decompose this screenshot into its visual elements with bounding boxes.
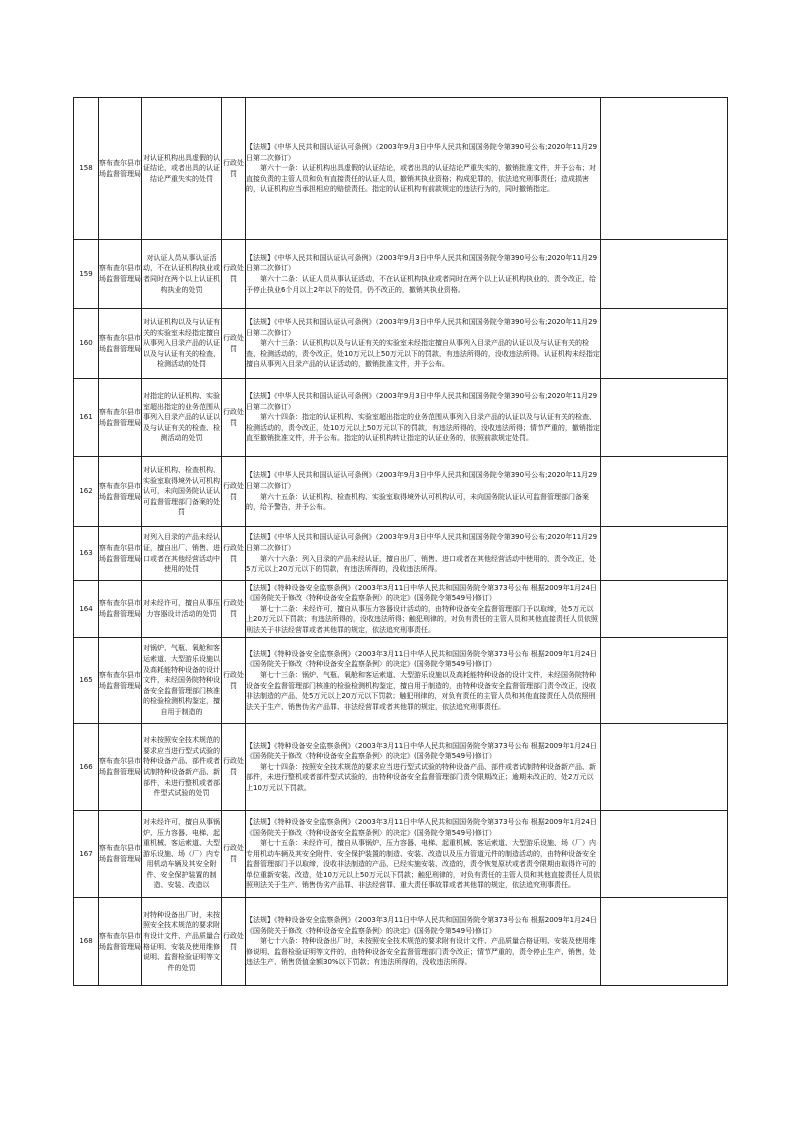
table-row — [74, 811, 728, 898]
table-body — [74, 98, 728, 986]
power-type-cell: 行政处罚 — [222, 457, 246, 527]
remarks-cell — [601, 638, 728, 724]
power-type-cell: 行政处罚 — [222, 309, 246, 379]
department-cell: 察布查尔县市场监督管理局 — [99, 581, 142, 638]
law-article: 第六十五条：认证机构、检查机构、实验室取得境外认可机构认可，未向国务院认证认可监督管理部门备案的，给予警告，并予公布。 — [246, 492, 589, 512]
law-article: 第六十四条：指定的认证机构、实验室超出指定的业务范围从事列入目录产品的认证以及与认证有关的检查、检测活动的，责令改正，处10万元以上50万元以下的罚款，有违法所得的，没收违法所得；情节严重的，撤销指定直至撤销批准文件，并予公布。指定的认证机构转让指定的认证业务的，依照前款规定处罚。 — [246, 413, 600, 443]
row-number: 161 — [74, 379, 99, 457]
department-cell: 察布查尔县市场监督管理局 — [99, 309, 142, 379]
legal-basis-cell — [246, 724, 601, 811]
table-row — [74, 527, 728, 581]
row-number: 167 — [74, 811, 99, 898]
law-article: 第六十二条：认证人员从事认证活动，不在认证机构执业或者同时在两个以上认证机构执业的，责令改正，给予停止执业6个月以上2年以下的处罚，仍不改正的，撤销其执业资格。 — [246, 275, 596, 294]
item-name-cell: 对列入目录的产品未经认证，擅自出厂、销售、进口或者在其他经营活动中使用的处罚 — [142, 527, 222, 581]
power-type-cell: 行政处罚 — [222, 638, 246, 724]
law-article: 第六十一条：认证机构出具虚假的认证结论，或者出具的认证结论严重失实的，撤销批准文件，并予公布；对直接负责的主管人员和负有直接责任的认证人员，撤销其执业资格；构成犯罪的，依法追究刑事责任；造成损害的，认证机构应当承担相应的赔偿责任。指定的认证机构有前款规定的违法行为的，同时撤销指定。 — [246, 164, 596, 194]
power-list-table — [73, 97, 728, 986]
table-row — [74, 98, 728, 240]
department-cell: 察布查尔县市场监督管理局 — [99, 811, 142, 898]
item-name-cell: 对认证机构以及与认证有关的实验室未经指定擅自从事列入目录产品的认证以及与认证有关的检查、检测活动的处罚 — [142, 309, 222, 379]
item-name-cell: 对认证机构、检查机构、实验室取得境外认可机构认可，未向国务院认证认可监督管理部门备案的处罚 — [142, 457, 222, 527]
law-article: 第六十六条：列入目录的产品未经认证，擅自出厂、销售、进口或者在其他经营活动中使用的，责令改正，处5万元以上20万元以下的罚款，有违法所得的，没收违法所得。 — [246, 554, 596, 574]
power-type-cell: 行政处罚 — [222, 724, 246, 811]
remarks-cell — [601, 457, 728, 527]
power-type-cell: 行政处罚 — [222, 811, 246, 898]
legal-basis-cell — [246, 581, 601, 638]
row-number: 160 — [74, 309, 99, 379]
item-name-cell: 对认证人员从事认证活动，不在认证机构执业或者同时在两个以上认证机构执业的处罚 — [142, 240, 222, 309]
remarks-cell — [601, 240, 728, 309]
remarks-cell — [601, 98, 728, 240]
remarks-cell — [601, 811, 728, 898]
department-cell: 察布查尔县市场监督管理局 — [99, 457, 142, 527]
power-type-cell: 行政处罚 — [222, 379, 246, 457]
law-source: 【法规】《中华人民共和国认证认可条例》（2003年9月3日中华人民共和国国务院令第390号公布;2020年11月29日第二次修订） — [246, 471, 598, 490]
legal-basis-cell — [246, 638, 601, 724]
table-row — [74, 581, 728, 638]
item-name-cell: 对未经许可，擅自从事压力容器设计活动的处罚 — [142, 581, 222, 638]
law-source: 【法规】《特种设备安全监察条例》（2003年3月11日中华人民共和国国务院令第373号公布 根据2009年1月24日《国务院关于修改〈特种设备安全监察条例〉的决定》(国务院令第549号)修订） — [246, 916, 597, 935]
row-number: 165 — [74, 638, 99, 724]
row-number: 162 — [74, 457, 99, 527]
row-number: 164 — [74, 581, 99, 638]
power-type-cell: 行政处罚 — [222, 527, 246, 581]
legal-basis-cell — [246, 309, 601, 379]
law-source: 【法规】《中华人民共和国认证认可条例》（2003年9月3日中华人民共和国国务院令第390号公布;2020年11月29日第二次修订） — [246, 253, 598, 273]
table-row — [74, 457, 728, 527]
department-cell: 察布查尔县市场监督管理局 — [99, 527, 142, 581]
law-source: 【法规】《特种设备安全监察条例》（2003年3月11日中华人民共和国国务院令第373号公布 根据2009年1月24日《国务院关于修改〈特种设备安全监察条例〉的决定》(国务院令第549号)修订） — [246, 583, 597, 603]
table-row — [74, 898, 728, 986]
legal-basis-cell — [246, 379, 601, 457]
item-name-cell: 对未经许可，擅自从事锅炉、压力容器、电梯、起重机械、客运索道、大型游乐设施、场（厂）内专用机动车辆及其安全附件、安全保护装置的制造、安装、改造以 — [142, 811, 222, 898]
legal-basis-cell — [246, 811, 601, 898]
law-source: 【法规】《中华人民共和国认证认可条例》（2003年9月3日中华人民共和国国务院令第390号公布;2020年11月29日第二次修订） — [246, 392, 598, 411]
remarks-cell — [601, 581, 728, 638]
law-source: 【法规】《中华人民共和国认证认可条例》（2003年9月3日中华人民共和国国务院令第390号公布;2020年11月29日第二次修订） — [246, 143, 598, 162]
item-name-cell: 对未按照安全技术规范的要求应当进行型式试验的特种设备产品、部件或者试制特种设备新产品、新部件，未进行整机或者部件型式试验的处罚 — [142, 724, 222, 811]
row-number: 163 — [74, 527, 99, 581]
department-cell: 察布查尔县市场监督管理局 — [99, 638, 142, 724]
law-source: 【法规】《特种设备安全监察条例》（2003年3月11日中华人民共和国国务院令第373号公布 根据2009年1月24日《国务院关于修改〈特种设备安全监察条例〉的决定》(国务院令第549号)修订） — [246, 817, 597, 837]
law-article: 第七十三条：锅炉、气瓶、氧舱和客运索道、大型游乐设施以及高耗能特种设备的设计文件，未经国务院特种设备安全监督管理部门核准的检验检测机构鉴定，擅自用于制造的，由特种设备安全监督管理部门责令改正，没收非法制造的产品，处5万元以上20万元以下罚款；触犯刑律的，对负有责任的主管人员和其他直接责任人员依照刑法关于生产、销售伪劣产品罪、非法经营罪或者其他罪的规定，依法追究刑事责任。 — [246, 670, 596, 711]
department-cell: 察布查尔县市场监督管理局 — [99, 98, 142, 240]
table-row — [74, 724, 728, 811]
table-row — [74, 638, 728, 724]
item-name-cell: 对指定的认证机构、实验室超出指定的业务范围从事列入目录产品的认证以及与认证有关的检查、检测活动的处罚 — [142, 379, 222, 457]
law-article: 第七十二条：未经许可，擅自从事压力容器设计活动的，由特种设备安全监督管理部门予以取缔，处5万元以上20万元以下罚款；有违法所得的，没收违法所得；触犯刑律的，对负有责任的主管人员和其他直接责任人员依照刑法关于非法经营罪或者其他罪的规定，依法追究刑事责任。 — [246, 604, 598, 634]
department-cell: 察布查尔县市场监督管理局 — [99, 379, 142, 457]
legal-basis-cell — [246, 240, 601, 309]
legal-basis-cell — [246, 457, 601, 527]
item-name-cell: 对特种设备出厂时，未按照安全技术规范的要求附有设计文件、产品质量合格证明、安装及使用维修说明、监督检验证明等文件的处罚 — [142, 898, 222, 986]
table-row — [74, 309, 728, 379]
power-type-cell: 行政处罚 — [222, 240, 246, 309]
department-cell: 察布查尔县市场监督管理局 — [99, 898, 142, 986]
table-row — [74, 379, 728, 457]
item-name-cell: 对锅炉、气瓶、氧舱和客运索道、大型游乐设施以及高耗能特种设备的设计文件，未经国务院特种设备安全监督管理部门核准的检验检测机构鉴定，擅自用于制造的 — [142, 638, 222, 724]
row-number: 168 — [74, 898, 99, 986]
law-article: 第六十三条：认证机构以及与认证有关的实验室未经指定擅自从事列入目录产品的认证以及与认证有关的检查、检测活动的，责令改正，处10万元以上50万元以下的罚款，有违法所得的，没收违法所得。认证机构未经指定擅自从事列入目录产品的认证活动的，撤销批准文件，并予公布。 — [246, 339, 600, 369]
legal-basis-cell — [246, 527, 601, 581]
power-type-cell: 行政处罚 — [222, 898, 246, 986]
item-name-cell: 对认证机构出具虚假的认证结论，或者出具的认证结论严重失实的处罚 — [142, 98, 222, 240]
row-number: 158 — [74, 98, 99, 240]
row-number: 166 — [74, 724, 99, 811]
law-article: 第七十六条：特种设备出厂时，未按照安全技术规范的要求附有设计文件、产品质量合格证明、安装及使用维修说明、监督检验证明等文件的，由特种设备安全监督管理部门责令改正；情节严重的，责令停止生产、销售，处违法生产、销售货值金额30%以下罚款；有违法所得的，没收违法所得。 — [246, 937, 596, 967]
legal-basis-cell — [246, 98, 601, 240]
table-row — [74, 240, 728, 309]
law-source: 【法规】《中华人民共和国认证认可条例》（2003年9月3日中华人民共和国国务院令第390号公布;2020年11月29日第二次修订） — [246, 533, 598, 552]
law-source: 【法规】《特种设备安全监察条例》（2003年3月11日中华人民共和国国务院令第373号公布 根据2009年1月24日《国务院关于修改〈特种设备安全监察条例〉的决定》(国务院令第549号)修订） — [246, 649, 597, 669]
remarks-cell — [601, 724, 728, 811]
power-type-cell: 行政处罚 — [222, 581, 246, 638]
department-cell: 察布查尔县市场监督管理局 — [99, 240, 142, 309]
legal-basis-cell — [246, 898, 601, 986]
remarks-cell — [601, 379, 728, 457]
department-cell: 察布查尔县市场监督管理局 — [99, 724, 142, 811]
row-number: 159 — [74, 240, 99, 309]
remarks-cell — [601, 898, 728, 986]
law-source: 【法规】《中华人民共和国认证认可条例》（2003年9月3日中华人民共和国国务院令第390号公布;2020年11月29日第二次修订） — [246, 318, 598, 337]
law-source: 【法规】《特种设备安全监察条例》（2003年3月11日中华人民共和国国务院令第373号公布 根据2009年1月24日《国务院关于修改〈特种设备安全监察条例〉的决定》(国务院令第549号)修订） — [246, 741, 597, 761]
remarks-cell — [601, 309, 728, 379]
law-article: 第七十五条：未经许可，擅自从事锅炉、压力容器、电梯、起重机械、客运索道、大型游乐设施、场（厂）内专用机动车辆及其安全附件、安全保护装置的制造、安装、改造以及压力管道元件的制造活动的，由特种设备安全监督管理部门予以取缔，没收非法制造的产品，已经实施安装、改造的，责令恢复原状或者责令限期由取得许可的单位重新安装、改造，处10万元以上50万元以下罚款；触犯刑律的，对负有责任的主管人员和其他直接责任人员依照刑法关于生产、销售伪劣产品罪、非法经营罪、重大责任事故罪或者其他罪的规定，依法追究刑事责任。 — [246, 839, 600, 890]
remarks-cell — [601, 527, 728, 581]
law-article: 第七十四条：按照安全技术规范的要求应当进行型式试验的特种设备产品、部件或者试制特种设备新产品、新部件，未进行整机或者部件型式试验的，由特种设备安全监督管理部门责令限期改正；逾期未改正的，处2万元以上10万元以下罚款。 — [246, 762, 596, 792]
power-type-cell: 行政处罚 — [222, 98, 246, 240]
